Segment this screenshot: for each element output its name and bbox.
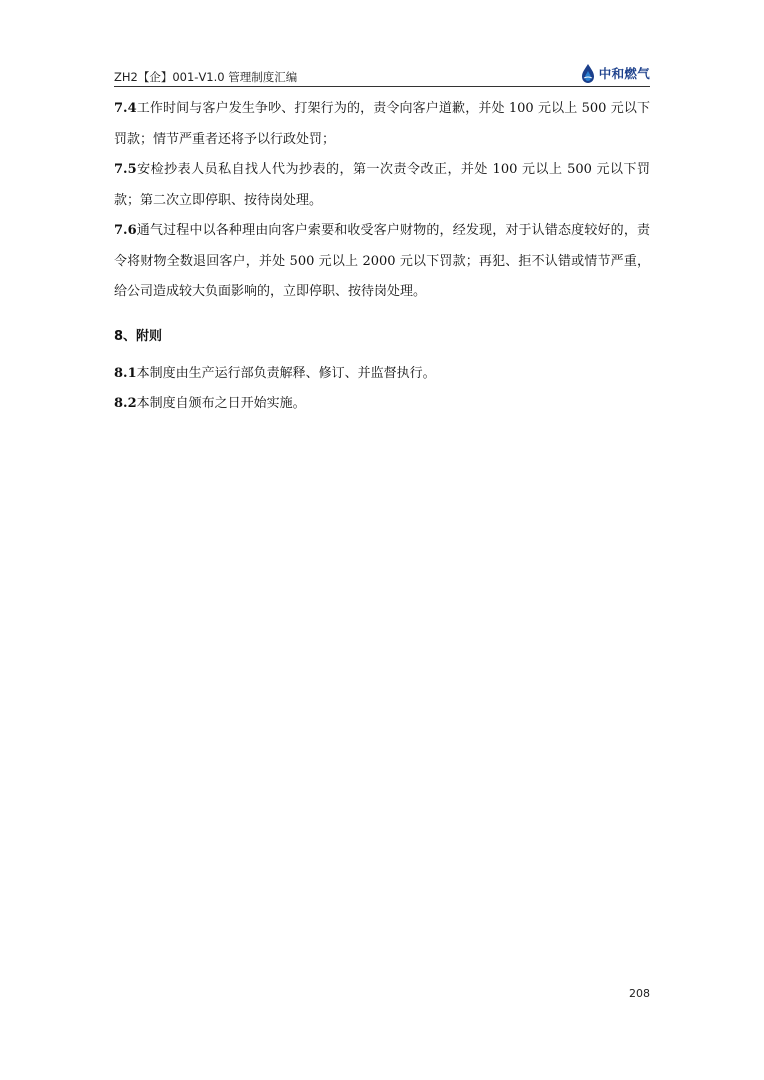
page-header [114, 62, 650, 86]
clause-8-1 [114, 359, 650, 390]
clause-text: 本制度自颁布之日开始实施。 [136, 396, 306, 411]
clause-7-4 [114, 94, 650, 155]
company-logo [580, 62, 650, 84]
document-body [114, 94, 650, 420]
section-heading-appendix: 8、附则 [114, 328, 163, 344]
logo-text: 中和燃气 [598, 66, 650, 81]
clause-number: 7.5 [114, 162, 137, 177]
clause-number: 8.2 [114, 396, 137, 411]
clause-8-2 [114, 389, 650, 420]
clause-number: 7.6 [114, 223, 137, 238]
page-number: 208 [629, 987, 650, 1000]
clause-text: 通气过程中以各种理由向客户索要和收受客户财物的，经发现，对于认错态度较好的，责令将财物全数退回客户，并处 500 元以上 2000 元以下罚款；再犯、拒不认错或情节严重，给公司造成较大负面影响的，立即停职、按待岗处理。 [114, 223, 650, 299]
clause-text: 工作时间与客户发生争吵、打架行为的，责令向客户道歉，并处 100 元以上 500 元以下罚款；情节严重者还将予以行政处罚； [114, 101, 650, 147]
clause-number: 7.4 [114, 101, 137, 116]
clause-number: 8.1 [114, 365, 137, 381]
header-divider [114, 86, 650, 87]
clause-text: 本制度由生产运行部负责解释、修订、并监督执行。 [136, 365, 436, 381]
clause-text: 安检抄表人员私自找人代为抄表的，第一次责令改正，并处 100 元以上 500 元以下罚款；第二次立即停职、按待岗处理。 [114, 162, 650, 208]
header-title: ZH2【企】001-V1.0 管理制度汇编 [114, 70, 298, 84]
flame-drop-icon [580, 63, 596, 84]
clause-7-6 [114, 216, 650, 308]
clause-7-5 [114, 155, 650, 216]
